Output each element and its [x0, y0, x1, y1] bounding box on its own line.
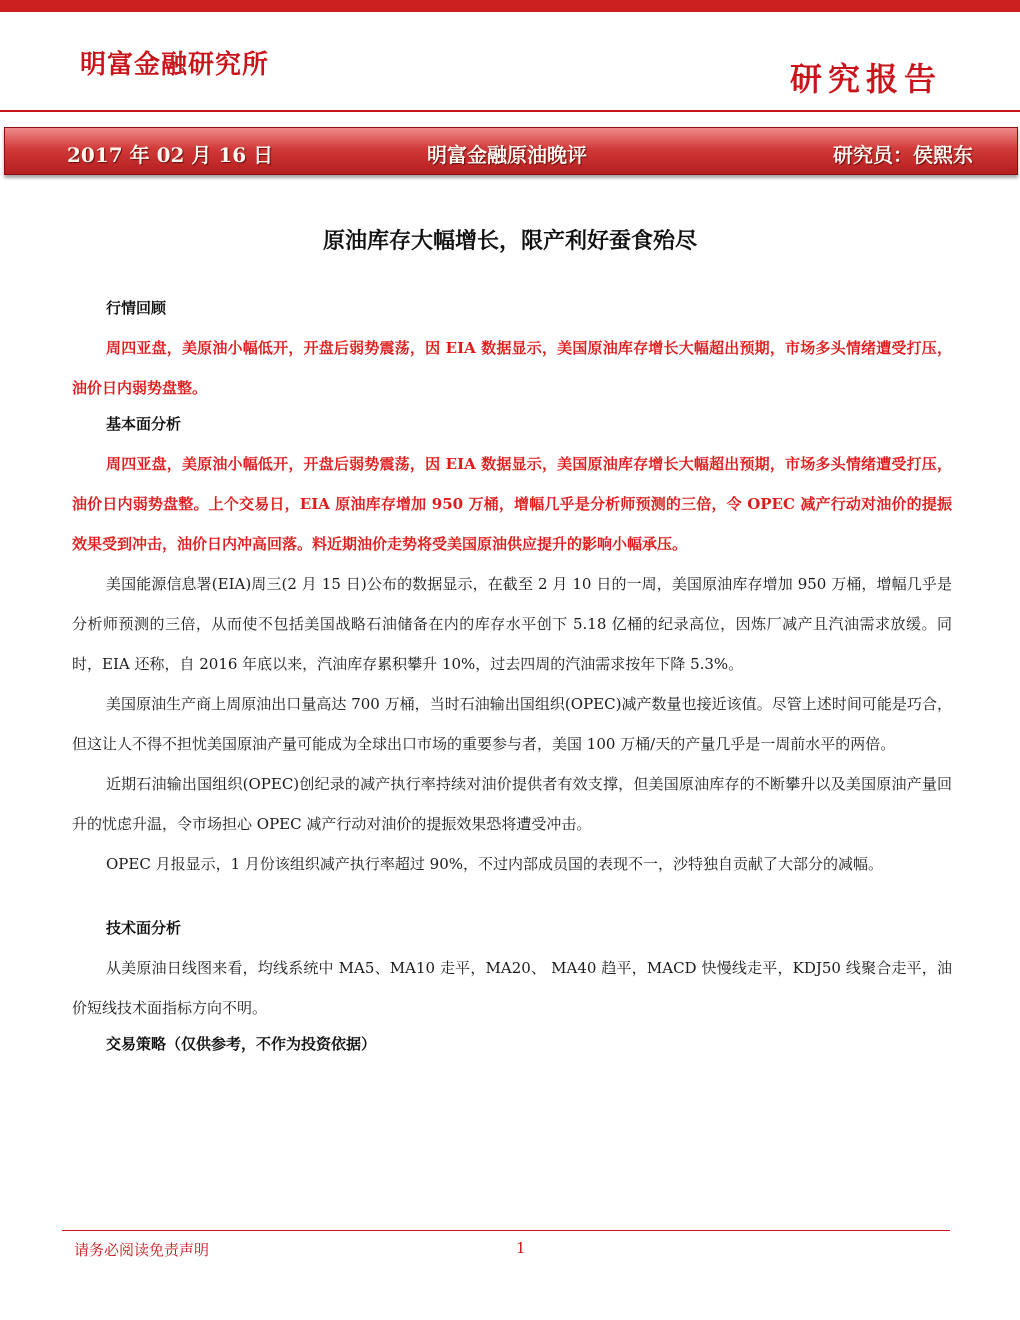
report-body: [72, 292, 952, 1064]
analyst-name: 研究员：侯熙东: [833, 143, 973, 167]
section-heading-review: 行情回顾: [106, 299, 167, 317]
report-date: 2017 年 02 月 16 日: [67, 143, 274, 167]
footer-divider: [62, 1230, 950, 1231]
fundamental-paragraph-2: 美国原油生产商上周原油出口量高达 700 万桶，当时石油输出国组织(OPEC)减产数量也接近该值。尽管上述时间可能是巧合，但这让人不得不担忧美国原油产量可能成为全球出口市场的重要参与者，美国 100 万桶/天的产量几乎是一周前水平的两倍。: [72, 695, 952, 753]
header-divider: [0, 110, 1020, 112]
report-series-title: 明富金融原油晚评: [427, 143, 587, 167]
section-heading-technical: 技术面分析: [106, 919, 182, 937]
company-logo: 明富金融研究所: [80, 50, 270, 80]
review-paragraph: 周四亚盘，美原油小幅低开，开盘后弱势震荡，因 EIA 数据显示，美国原油库存增长大幅超出预期，市场多头情绪遭受打压，油价日内弱势盘整。: [72, 339, 952, 397]
fundamental-paragraph-1: 美国能源信息署(EIA)周三(2 月 15 日)公布的数据显示，在截至 2 月 10 日的一周，美国原油库存增加 950 万桶，增幅几乎是分析师预测的三倍，从而使不包括美国战略石油储备在内的库存水平创下 5.18 亿桶的纪录高位，因炼厂减产且汽油需求放缓。同时，EIA 还称，自 2016 年底以来，汽油库存累积攀升 10%，过去四周的汽油需求按年下降 5.3%。: [72, 575, 952, 673]
document-title: 原油库存大幅增长，限产利好蚕食殆尽: [322, 229, 697, 254]
page-number: 1: [516, 1239, 526, 1257]
fundamental-paragraph-4: OPEC 月报显示，1 月份该组织减产执行率超过 90%，不过内部成员国的表现不一，沙特独自贡献了大部分的减幅。: [106, 855, 884, 873]
section-spacer: [72, 884, 952, 912]
section-heading-fundamental: 基本面分析: [106, 415, 182, 433]
info-banner: [4, 127, 1018, 175]
report-type-label: 研究报告: [789, 60, 942, 98]
technical-paragraph: 从美原油日线图来看，均线系统中 MA5、MA10 走平，MA20、 MA40 趋平，MACD 快慢线走平，KDJ50 线聚合走平，油价短线技术面指标方向不明。: [72, 959, 952, 1017]
fundamental-paragraph-3: 近期石油输出国组织(OPEC)创纪录的减产执行率持续对油价提供者有效支撑，但美国原油库存的不断攀升以及美国原油产量回升的忧虑升温，令市场担心 OPEC 减产行动对油价的提振效果恐将遭受冲击。: [72, 775, 952, 833]
disclaimer-notice: 请务必阅读免责声明: [74, 1241, 210, 1259]
section-heading-strategy: 交易策略（仅供参考，不作为投资依据）: [106, 1035, 377, 1053]
fundamental-summary: 周四亚盘，美原油小幅低开，开盘后弱势震荡，因 EIA 数据显示，美国原油库存增长大幅超出预期，市场多头情绪遭受打压，油价日内弱势盘整。上个交易日，EIA 原油库存增加 950 万桶，增幅几乎是分析师预测的三倍，令 OPEC 减产行动对油价的提振效果受到冲击，油价日内冲高回落。料近期油价走势将受美国原油供应提升的影响小幅承压。: [72, 455, 952, 553]
top-accent-bar: [0, 0, 1020, 12]
